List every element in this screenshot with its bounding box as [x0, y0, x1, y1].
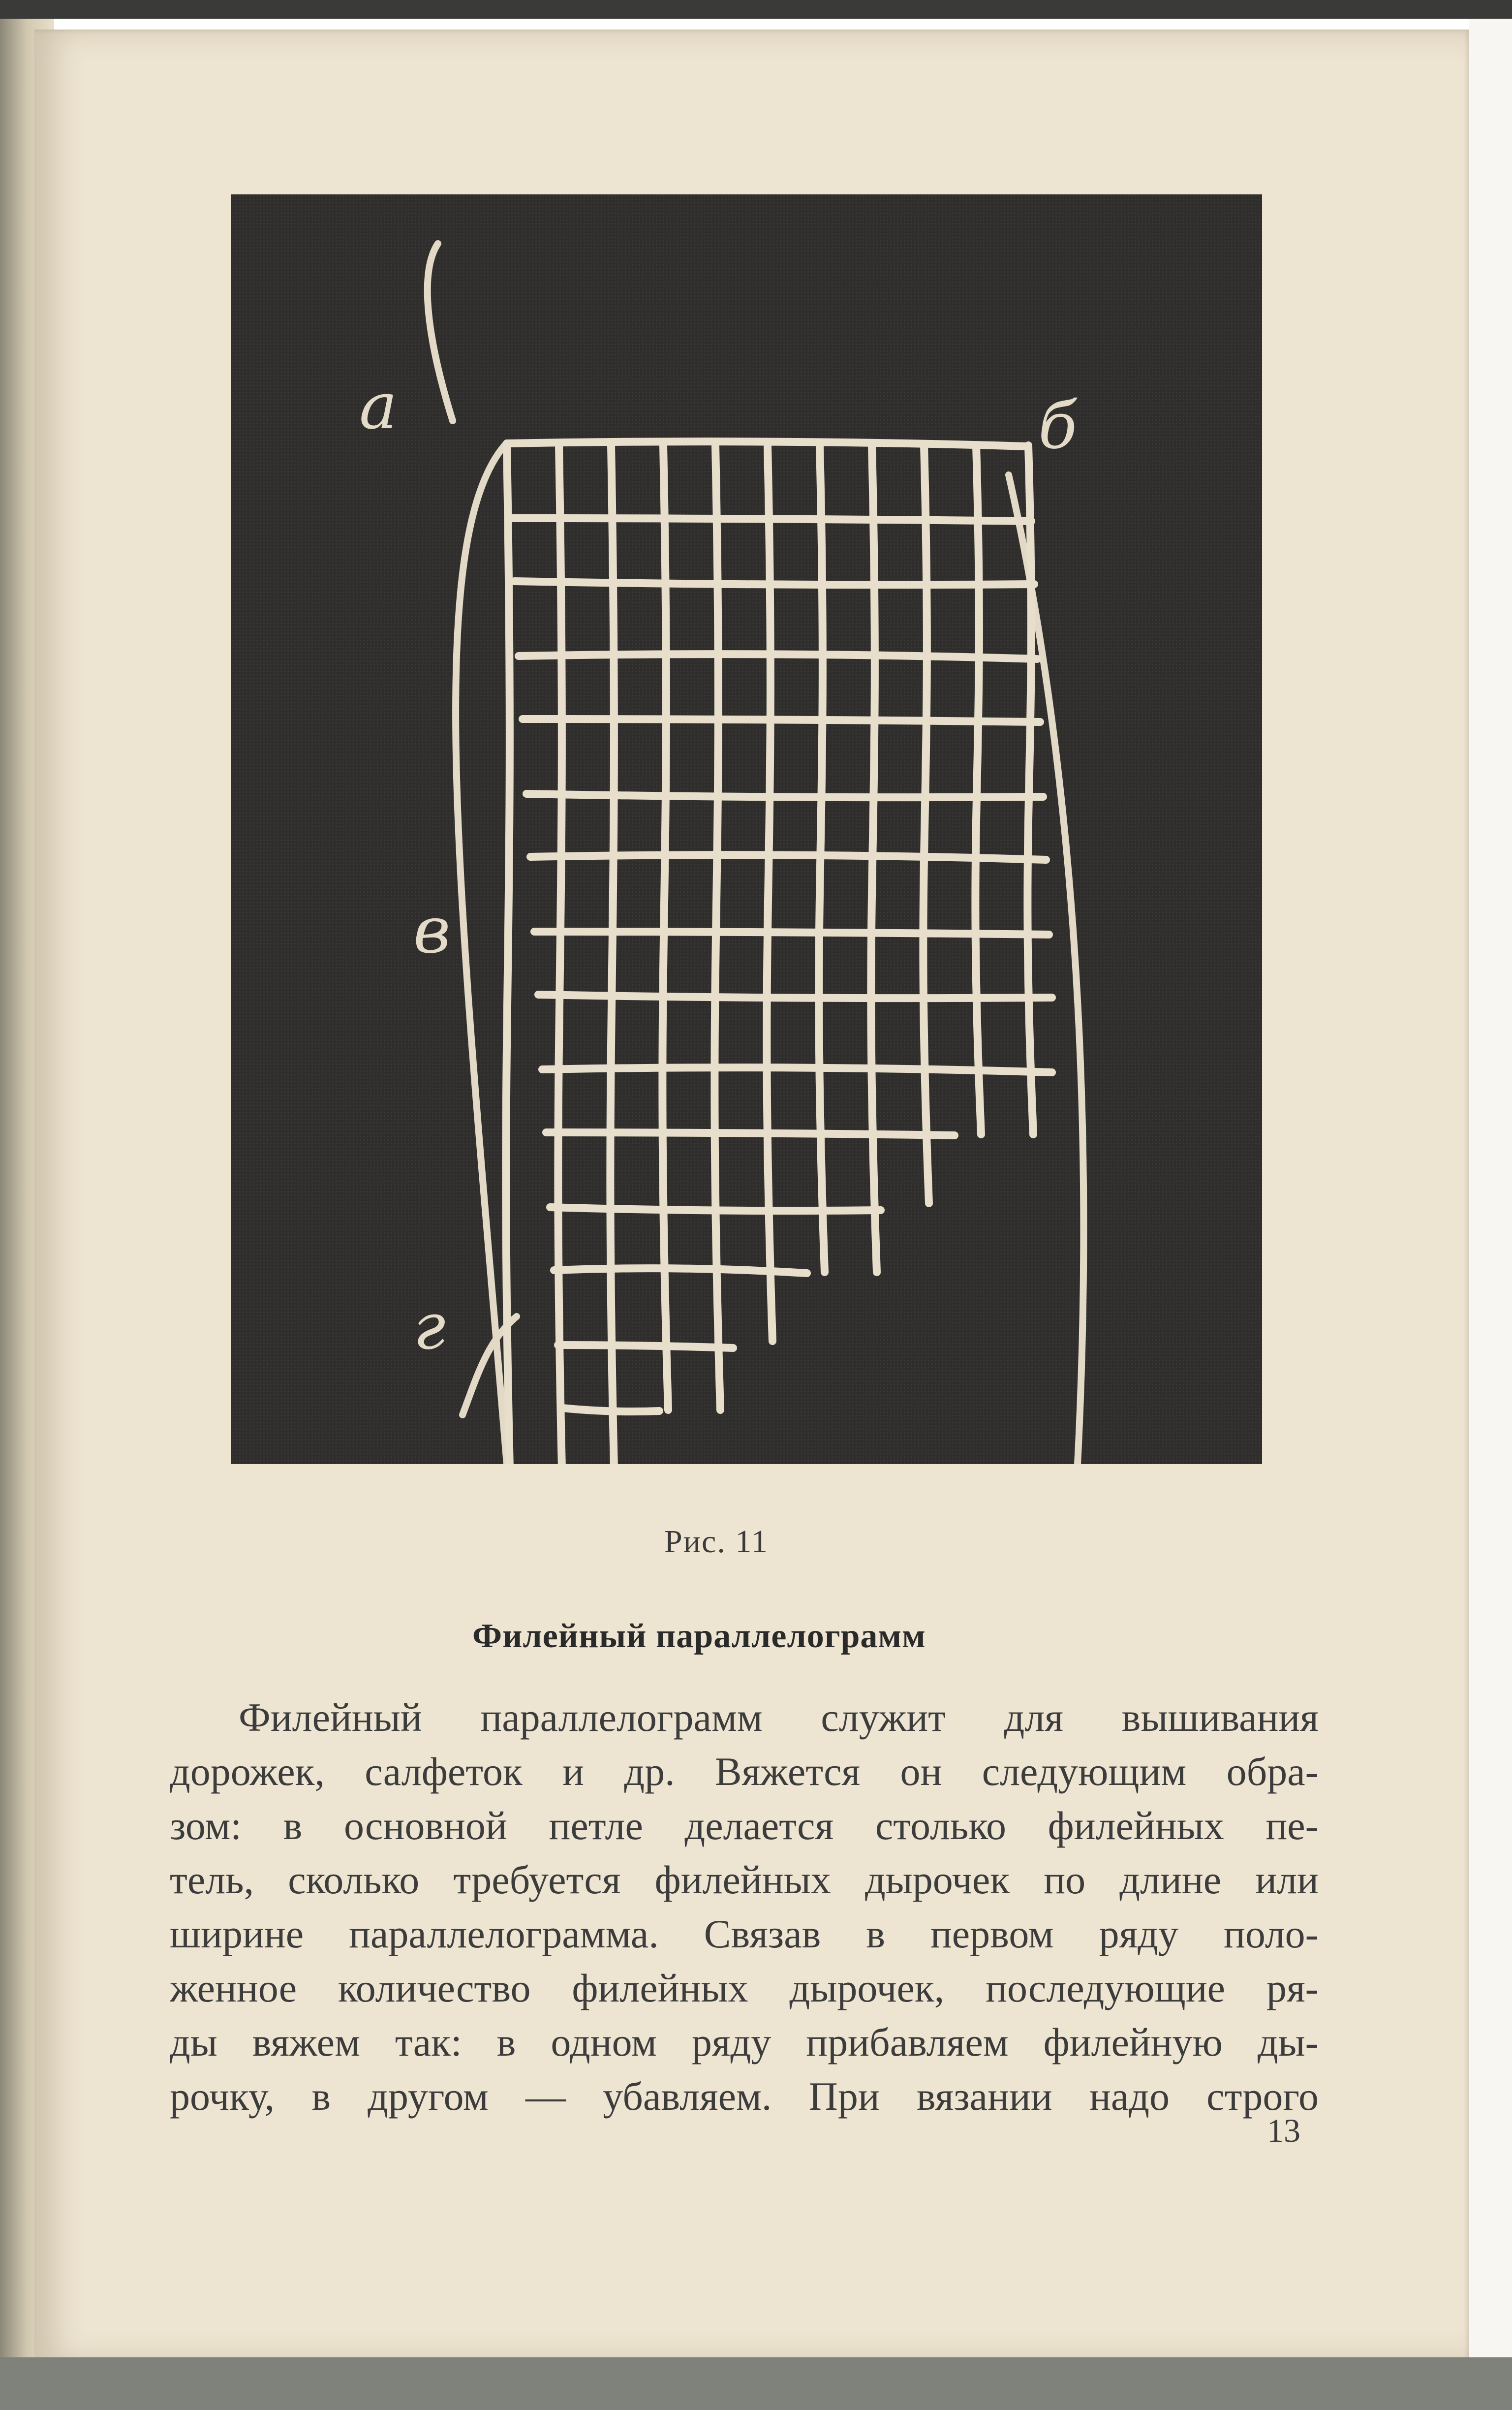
paragraph-line: дорожек, салфеток и др. Вяжется он следующим обра- [170, 1749, 1319, 1794]
net-column-strand [610, 445, 616, 1464]
page-number: 13 [1267, 2112, 1300, 2149]
paragraph-line: ды вяжем так: в одном ряду прибавляем филейную ды- [170, 2020, 1319, 2065]
book-page [34, 30, 1471, 2362]
net-column-strand [558, 445, 564, 1464]
net-column-strand [923, 445, 929, 1203]
section-title: Филейный параллелограмм [472, 1617, 926, 1655]
figure-label-b: б [1038, 388, 1078, 463]
paragraph-line: зом: в основной петле делается столько филейных пе- [170, 1803, 1319, 1848]
paragraph-line: женное количество филейных дырочек, последующие ря- [170, 1966, 1319, 2010]
net-column-strand [714, 445, 720, 1410]
net-column-strand [975, 445, 981, 1134]
net-row-strand [558, 1345, 733, 1348]
net-column-strand [767, 445, 772, 1341]
net-row-strand [526, 794, 1043, 797]
scan-top-border [0, 0, 1512, 19]
net-column-strand [1027, 445, 1033, 1134]
paragraph-line: рочку, в другом — убавляем. При вязании надо строго [170, 2074, 1319, 2119]
scan-bottom-border [0, 2357, 1512, 2410]
net-row-strand [530, 855, 1046, 860]
net-column-strand [662, 445, 668, 1410]
paragraph-line: ширине параллелограмма. Связав в первом ряду поло- [170, 1911, 1319, 1956]
body-paragraph [170, 1690, 1319, 2124]
net-column-strand [871, 445, 877, 1272]
scan-right-margin [1469, 19, 1512, 2357]
figure-11-photo [231, 194, 1262, 1464]
thread-left [456, 443, 507, 1464]
thread-right [1009, 475, 1083, 1464]
figure-label-g: г [413, 1289, 446, 1364]
figure-caption: Рис. 11 [664, 1524, 769, 1560]
net-column-strand [819, 445, 825, 1272]
net-column-strand [506, 445, 512, 1464]
paragraph-line: тель, сколько требуется филейных дырочек по длине или [170, 1857, 1319, 1902]
net-row-strand [515, 581, 1034, 585]
figure-label-v: в [413, 893, 451, 968]
paragraph-line: Филейный параллелограмм служит для вышивания [239, 1695, 1319, 1740]
thread-top [428, 244, 453, 421]
net-row-strand [523, 719, 1040, 722]
figure-label-a: а [359, 369, 398, 443]
net-row-strand [519, 654, 1037, 659]
